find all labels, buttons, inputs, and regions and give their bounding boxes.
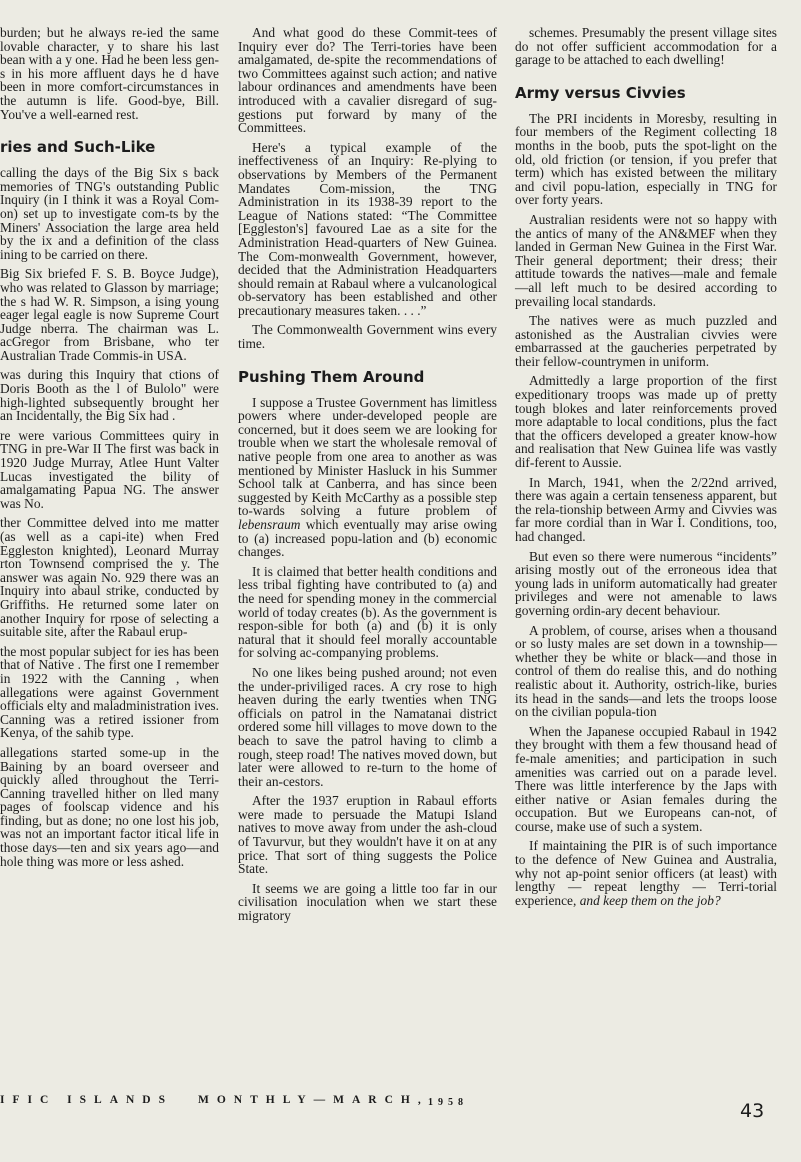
- paragraph: allegations started some-up in the Baining by an board overseer and quickly alled throughout the Terri-Canning travelled hither on lled many pages of foolscap vidence and his finding, but as done; no one lost his job, was not an important factor itical life in those days—ten and six years ago—and hole thing was more or less ashed.: [0, 744, 219, 869]
- paragraph: the most popular subject for ies has been that of Native . The first one I remember in 1922 with the Canning , when allegations were against Government officials elty and maladministration ives. Canning was a retired issioner from Kenya, of the sahib type.: [0, 643, 219, 741]
- page-footer: [0, 1094, 801, 1116]
- paragraph: [238, 396, 497, 559]
- paragraph: In March, 1941, when the 2/22nd arrived, there was again a certain tenseness apparent, but the rela-tionship between Army and Civvies was far more cordial than in War I. Conditions, too, had changed.: [515, 474, 777, 544]
- text-run: If maintaining the PIR is of such importance to the defence of New Guinea and Australia, why not ap-point senior officers (at least) with lengthy — repeat lengthy — Terri-torial experience,: [515, 838, 777, 908]
- italic-phrase: and keep them on the job?: [579, 892, 721, 908]
- column-middle: [238, 26, 497, 929]
- footer-issue: MONTHLY—MARCH,: [198, 1094, 429, 1106]
- paragraph: The Commonwealth Government wins every time.: [238, 322, 497, 352]
- paragraph: Big Six briefed F. S. B. Boyce Judge), who was related to Glasson by marriage; the s had W. R. Simpson, a ising young eager legal eagle is now Supreme Court Judge nberra. The chairman was L. acGregor from Brisbane, who ter Australian Trade Commis-in USA.: [0, 266, 219, 363]
- paragraph: ther Committee delved into me matter (as well as a capi-ite) when Fred Eggleston knighted), Leonard Murray rton Townsend comprised the y. The answer was again No. 929 there was an Inquiry into abaul strike, conducted by Griffiths. He returned some later on another Inquiry for rpose of selecting a suitable site, after the Rabaul erup-: [0, 515, 219, 640]
- paragraph: was during this Inquiry that ctions of Doris Booth as the l of Bulolo" were high-lighted subsequently brought her an Incidentally, the Big Six had .: [0, 367, 219, 424]
- page-number: 43: [740, 1100, 765, 1122]
- column-right: [515, 26, 777, 913]
- text-run: I suppose a Trustee Government has limitless powers where under-developed people are concerned, but it does seem we are looking for trouble when we start the wholesale removal of native people from one area to another as was mentioned by Minister Hasluck in his Summer School talk at Canberra, and has since been suggested by Keith McCarthy as a possible step to-wards solving a future problem of: [238, 394, 497, 519]
- section-heading-pushing-them-around: Pushing Them Around: [238, 367, 425, 386]
- text-run: which eventually may arise owing to (a) increased popu-lation and (b) economic changes.: [238, 517, 497, 560]
- paragraph: burden; but he always re-ied the same lovable character, y to share his last bean with a y one. Had he been less gen-s in his more affluent days he d have been in more comfort-circumstances in the autumn is life. Good-bye, Bill. You've a well-earned rest.: [0, 25, 219, 122]
- paragraph: No one likes being pushed around; not even the under-priviliged races. A cry rose to high heaven during the early twenties when TNG officials on patrol in the Namatanai district ordered some hill villages to move down to the beach to save the patrol having to climb a rough, steep road! The natives moved down, but later were allowed to re-turn to the home of their an-cestors.: [238, 664, 497, 789]
- section-heading-army-versus-civvies: Army versus Civvies: [515, 83, 686, 102]
- paragraph: After the 1937 eruption in Rabaul efforts were made to persuade the Matupi Island natives to move away from under the ash-cloud of Tavurvur, but they wouldn't have it on at any price. That sort of thing suggests the Police State.: [238, 793, 497, 877]
- paragraph: And what good do these Commit-tees of Inquiry ever do? The Terri-tories have been amalgamated, de-spite the recommendations of two Committees against such action; and native labour ordinances and amendments have been introduced with a cavalier disregard of sug-gestions put forward by many of the Committees.: [238, 25, 497, 136]
- paragraph: Admittedly a large proportion of the first expeditionary troops was made up of pretty tough blokes and later reinforcements proved more adaptable to local conditions, plus the fact that the officers developed a greater know-how and realisation that New Guinea life was vastly dif-ferent to Aussie.: [515, 373, 777, 471]
- paragraph: schemes. Presumably the present village sites do not offer sufficient accommodation for a garage to be attached to each dwelling!: [515, 25, 777, 68]
- paragraph: calling the days of the Big Six s back memories of TNG's outstanding Public Inquiry (in I think it was a Royal Com-on) set up to investigate com-ts by the Miners' Association the large area held by the ix and a definition of the class ining to be carried on there.: [0, 165, 219, 262]
- paragraph: But even so there were numerous “incidents” arising mostly out of the erroneous idea that young lads in uniform automatically had greater privileges and were not amenable to laws governing ordin-ary decent behaviour.: [515, 548, 777, 618]
- paragraph: re were various Committees quiry in TNG in pre-War II The first was back in 1920 Judge Murray, Atlee Hunt Valter Lucas investigated the bility of amalgamating Papua NG. The answer was No.: [0, 427, 219, 511]
- footer-magazine-name: IFIC ISLANDS: [0, 1094, 174, 1106]
- italic-term: lebensraum: [238, 517, 301, 532]
- paragraph: It is claimed that better health conditions and less tribal fighting have contributed to (a) and the need for spending money in the commercial world of today creates (b). As the government is respon-sible for both (a) and (b) it is only natural that it should feel morally accountable for solving ac-companying problems.: [238, 563, 497, 661]
- paragraph: Australian residents were not so happy with the antics of many of the AN&MEF when they landed in German New Guinea in the First War. Their general deportment; their dress; their attitude towards the natives—male and female—all left much to be desired according to prevailing local standards.: [515, 211, 777, 309]
- paragraph: The PRI incidents in Moresby, resulting in four members of the Regiment collecting 18 months in the boob, puts the spot-light on the old, old friction (or tension, if you prefer that term) which has existed between the military and civil popu-lation, especially in TNG for over forty years.: [515, 110, 777, 208]
- paragraph: The natives were as much puzzled and astonished as the Australian civvies were embarrassed at the gaucheries perpetrated by their fellow-countrymen in uniform.: [515, 313, 777, 369]
- column-left: [0, 26, 219, 874]
- paragraph: When the Japanese occupied Rabaul in 1942 they brought with them a few thousand head of fe-male amenities; and participation in such amenities was carried out on a parade level. There was little interference by the Japs with either native or Asian females during the occupation. But we Europeans can-not, of course, make use of such a system.: [515, 723, 777, 834]
- paragraph: A problem, of course, arises when a thousand or so lusty males are set down in a township—whether they be white or black—and those in control of them do realise this, and do nothing realistic about it. Authority, ostrich-like, buries its head in the sands—and lets the troops loose on the civilian popula-tion: [515, 622, 777, 720]
- paragraph: It seems we are going a little too far in our civilisation inoculation when we start these migratory: [238, 880, 497, 924]
- section-heading-inquiries: ries and Such-Like: [0, 138, 156, 157]
- footer-year: 1958: [428, 1097, 468, 1108]
- paragraph: [515, 839, 777, 907]
- paragraph: Here's a typical example of the ineffectiveness of an Inquiry: Re-plying to observations by Members of the Permanent Mandates Com-mission, the TNG Administration in its 1938-39 report to the League of Nations stated: “The Committee [Eggleston's] favoured Lae as a site for the Administration Head-quarters of New Guinea. The Com-monwealth Government, however, decided that the Administration Headquarters should remain at Rabaul where a vulcanological ob-servatory has been established and other precautionary measures taken. . . .”: [238, 139, 497, 318]
